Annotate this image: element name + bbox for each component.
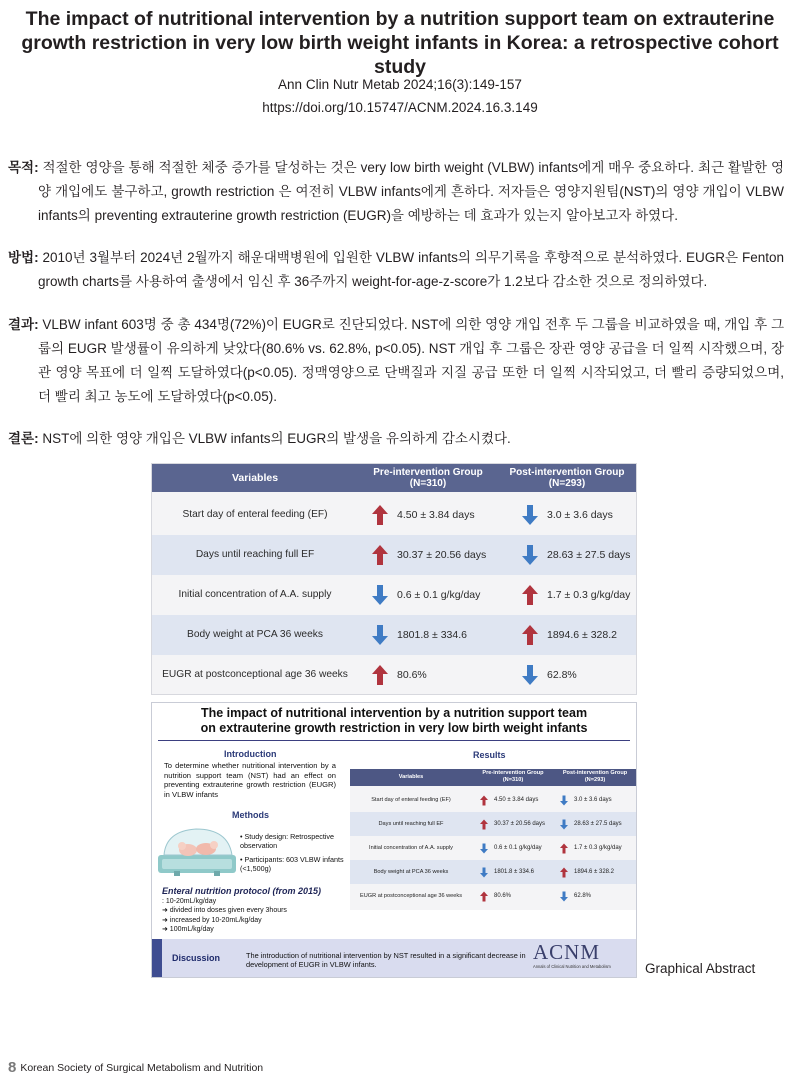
post-value: 62.8%	[547, 669, 577, 681]
pre-value-cell	[480, 788, 538, 812]
post-value: 28.63 ± 27.5 days	[574, 821, 622, 827]
arrow-down-icon	[560, 795, 568, 806]
post-value: 28.63 ± 27.5 days	[547, 549, 631, 561]
abstract-label: 목적:	[8, 160, 39, 175]
abstract-label: 결론:	[8, 431, 39, 446]
header-post-group: Post-intervention Group (N=293)	[509, 467, 625, 489]
citation	[0, 73, 800, 119]
arrow-up-icon	[372, 665, 388, 685]
post-value-cell	[522, 575, 630, 615]
ga-title: The impact of nutritional intervention by a nutrition support team on extrauterine growth restriction in very low birth weight infants	[200, 706, 588, 735]
arrow-up-icon	[372, 545, 388, 565]
acnm-logo: ACNM	[533, 940, 601, 964]
row-variable: Days until reaching full EF	[378, 821, 444, 827]
pre-value-cell	[372, 495, 475, 535]
post-value-cell	[560, 884, 591, 908]
doi-link[interactable]: https://doi.org/10.15747/ACNM.2024.16.3.149	[262, 100, 538, 115]
pre-value-cell	[480, 860, 534, 884]
row-variable: Body weight at PCA 36 weeks	[187, 629, 323, 640]
arrow-down-icon	[372, 625, 388, 645]
discussion-heading: Discussion	[172, 953, 221, 963]
method-bullet-design: • Study design: Retrospective observation	[240, 832, 335, 850]
arrow-up-icon	[560, 843, 568, 854]
title-divider	[158, 740, 630, 741]
intro-heading: Introduction	[224, 749, 277, 759]
protocol-text: : 10-20mL/kg/day ➜ divided into doses given every 3hours ➜ increased by 10-20mL/kg/day ➜ 100mL/kg/day	[162, 898, 287, 933]
discussion-banner	[152, 939, 636, 977]
society-name: Korean Society of Surgical Metabolism and Nutrition	[20, 1062, 264, 1074]
arrow-up-icon	[480, 795, 488, 806]
pre-value: 0.6 ± 0.1 g/kg/day	[494, 845, 542, 851]
arrow-down-icon	[560, 891, 568, 902]
post-value: 3.0 ± 3.6 days	[574, 797, 612, 803]
header-pre-group: Pre-intervention Group (N=310)	[373, 467, 483, 489]
post-value: 1894.6 ± 328.2	[574, 869, 614, 875]
row-variable: Body weight at PCA 36 weeks	[373, 869, 449, 875]
table-row	[350, 884, 636, 908]
abstract-purpose	[8, 156, 784, 228]
results-heading: Results	[473, 750, 506, 760]
row-variable: EUGR at postconceptional age 36 weeks	[360, 893, 462, 899]
header-variables: Variables	[231, 472, 279, 484]
post-value-cell	[522, 535, 630, 575]
row-variable: Initial concentration of A.A. supply	[369, 845, 453, 851]
abstract-results	[8, 313, 784, 409]
pre-value-cell	[372, 655, 427, 695]
table-row	[152, 495, 636, 535]
table-row	[350, 812, 636, 836]
row-variable: Days until reaching full EF	[195, 549, 315, 560]
post-value: 1894.6 ± 328.2	[547, 629, 617, 641]
graphical-abstract	[151, 702, 637, 978]
abstract-text: 2010년 3월부터 2024년 2월까지 해운대백병원에 입원한 VLBW infants의 의무기록을 후향적으로 분석하였다. EUGR은 Fenton growth charts를 사용하여 출생에서 임신 후 36주까지 weight-for-age-z-score가 1.2보다 감소한 것으로 정의하였다.	[38, 250, 784, 289]
abstract-text: 적절한 영양을 통해 적절한 체중 증가를 달성하는 것은 very low birth weight (VLBW) infants에게 매우 중요하다. 최근 활발한 영양 개입에도 불구하고, growth restriction 은 여전히 VLBW infants에게 흔하다. 저자들은 영양지원팀(NST)의 영양 개입이 VLBW infants의 preventing extrauterine growth restriction (EUGR)을 예방하는 데 효과가 있는지 알아보고자 하였다.	[38, 160, 784, 223]
arrow-up-icon	[522, 625, 538, 645]
intro-text: To determine whether nutritional intervention by a nutrition support team (NST) had an effect on preventing extrauterine growth restriction (EUGR) in VLBW infants	[164, 761, 336, 799]
pre-value: 80.6%	[397, 669, 427, 681]
pre-value-cell	[372, 535, 486, 575]
post-value-cell	[522, 495, 613, 535]
arrow-down-icon	[522, 665, 538, 685]
row-variable: Initial concentration of A.A. supply	[178, 589, 332, 600]
table-row	[152, 655, 636, 695]
table-row	[350, 860, 636, 884]
arrow-up-icon	[560, 867, 568, 878]
arrow-up-icon	[480, 819, 488, 830]
arrow-up-icon	[372, 505, 388, 525]
graphical-abstract-label: Graphical Abstract	[645, 961, 756, 976]
post-value-cell	[560, 836, 622, 860]
post-value-cell	[560, 812, 622, 836]
page-footer	[8, 1059, 263, 1076]
table-row	[152, 535, 636, 575]
arrow-up-icon	[480, 891, 488, 902]
arrow-down-icon	[522, 505, 538, 525]
post-value-cell	[522, 615, 617, 655]
acnm-logo-subtext: Annals of Clinical Nutrition and Metabolism	[533, 964, 611, 969]
pre-value: 1801.8 ± 334.6	[494, 869, 534, 875]
abstract-conclusion	[8, 427, 784, 451]
post-value: 62.8%	[574, 893, 592, 899]
page-number: 8	[8, 1059, 17, 1076]
pre-value: 30.37 ± 20.56 days	[494, 821, 545, 827]
pre-value-cell	[372, 615, 467, 655]
post-value-cell	[560, 788, 612, 812]
post-value: 1.7 ± 0.3 g/kg/day	[547, 589, 631, 601]
journal-citation: Ann Clin Nutr Metab 2024;16(3):149-157	[278, 77, 522, 92]
table-row	[350, 836, 636, 860]
abstract-label: 방법:	[8, 250, 39, 265]
arrow-down-icon	[372, 585, 388, 605]
abstract-text: VLBW infant 603명 중 총 434명(72%)이 EUGR로 진단되었다. NST에 의한 영양 개입 전후 두 그룹을 비교하였을 때, 개입 후 그룹의 EUGR 발생률이 유의하게 낮았다(80.6% vs. 62.8%, p<0.05). NST 개입 후 그룹은 장관 영양 공급을 더 일찍 시작했으며, 장관 영양 목표에 더 일찍 도달하였다(p<0.05). 정맥영양으로 단백질과 지질 공급 또한 더 일찍 시작되었고, 더 빨리 증량되었으며, 더 빨리 최고 농도에 도달하였다(p<0.05).	[38, 317, 784, 404]
post-value-cell	[522, 655, 577, 695]
arrow-down-icon	[480, 867, 488, 878]
post-value-cell	[560, 860, 614, 884]
paper-title: The impact of nutritional intervention by a nutrition support team on extrauterine growth restriction in very low birth weight infants in Korea: a retrospective cohort study	[21, 8, 779, 78]
arrow-down-icon	[560, 819, 568, 830]
pre-value-cell	[480, 884, 511, 908]
arrow-up-icon	[522, 585, 538, 605]
table-row	[350, 788, 636, 812]
abstract-text: NST에 의한 영양 개입은 VLBW infants의 EUGR의 발생을 유의하게 감소시켰다.	[38, 431, 511, 446]
mini-results-table	[350, 769, 636, 910]
protocol-heading: Enteral nutrition protocol (from 2015)	[162, 886, 322, 896]
post-value: 1.7 ± 0.3 g/kg/day	[574, 845, 622, 851]
table-row	[152, 615, 636, 655]
pre-value: 30.37 ± 20.56 days	[397, 549, 487, 561]
row-variable: Start day of enteral feeding (EF)	[182, 509, 328, 520]
table-row	[152, 575, 636, 615]
pre-value-cell	[480, 836, 542, 860]
discussion-accent-bar	[152, 939, 162, 977]
incubator-illustration	[156, 825, 238, 877]
pre-value: 0.6 ± 0.1 g/kg/day	[397, 589, 481, 601]
arrow-down-icon	[522, 545, 538, 565]
pre-value: 4.50 ± 3.84 days	[494, 797, 539, 803]
post-value: 3.0 ± 3.6 days	[547, 509, 613, 521]
table-header	[152, 464, 636, 492]
mini-table-header: Variables Pre-intervention Group (N=310) Post-intervention Group (N=293)	[350, 769, 636, 786]
pre-value-cell	[480, 812, 545, 836]
abstract-methods	[8, 246, 784, 294]
discussion-text: The introduction of nutritional intervention by NST resulted in a significant decrease in development of EUGR in VLBW infants.	[246, 951, 526, 969]
method-bullet-participants: • Participants: 603 VLBW infants (<1,500g)	[240, 855, 344, 873]
pre-value: 1801.8 ± 334.6	[397, 629, 467, 641]
row-variable: Start day of enteral feeding (EF)	[371, 797, 451, 803]
pre-value-cell	[372, 575, 480, 615]
row-variable: EUGR at postconceptional age 36 weeks	[162, 669, 348, 680]
results-table-figure	[151, 463, 637, 695]
arrow-down-icon	[480, 843, 488, 854]
abstract-label: 결과:	[8, 317, 39, 332]
pre-value: 4.50 ± 3.84 days	[397, 509, 475, 521]
methods-heading: Methods	[232, 810, 269, 820]
pre-value: 80.6%	[494, 893, 512, 899]
